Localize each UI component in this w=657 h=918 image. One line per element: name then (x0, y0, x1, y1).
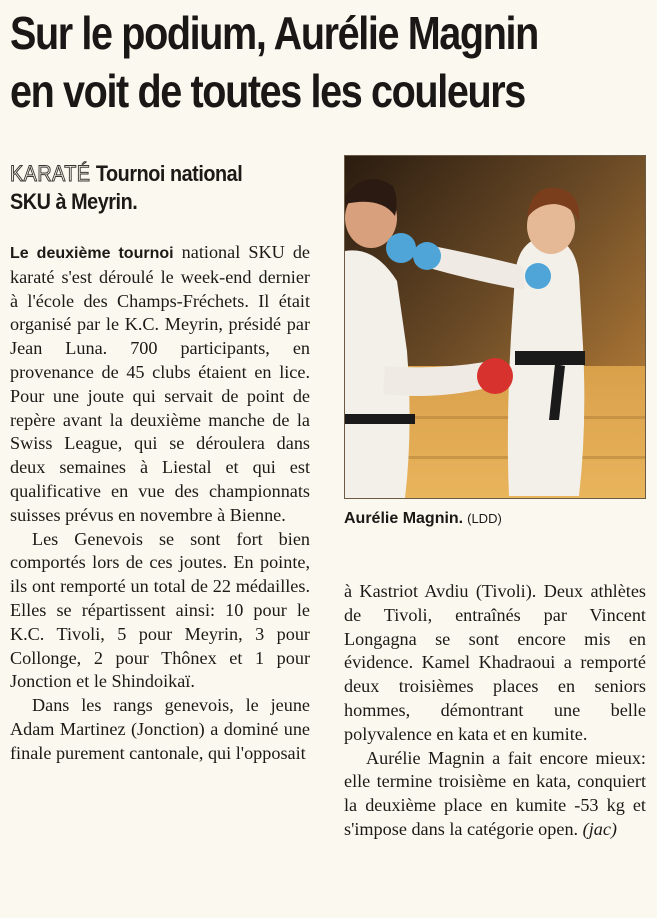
karate-photo (344, 155, 646, 499)
kicker-line-2: SKU à Meyrin. (10, 189, 138, 214)
paragraph-3-continued: à Kastriot Avdiu (Tivoli). Deux athlètes de Tivoli, entraînés par Vincent Longagna se sont encore mis en évidence. Kamel Khadraoui a remporté deux troisièmes places en seniors hommes, démontrant une belle polyvalence en kata et en kumite. (344, 581, 646, 744)
signature: (jac) (582, 818, 617, 839)
paragraph-4-text: Aurélie Magnin a fait encore mieux: elle termine troisième en kata, conquiert la deuxième place en kumite -53 kg et s'impose dans la catégorie open. (344, 747, 646, 839)
article-column-1 (10, 241, 310, 766)
rubric-label: KARATÉ (10, 161, 91, 186)
headline (10, 4, 560, 120)
lead-in: Le deuxième tournoi (10, 245, 174, 262)
headline-line-2: en voit de toutes les couleurs (10, 65, 525, 117)
headline-line-1: Sur le podium, Aurélie Magnin (10, 7, 538, 59)
paragraph-4 (344, 747, 646, 842)
caption-name: Aurélie Magnin. (344, 510, 464, 527)
photo-caption (344, 508, 644, 530)
paragraph-2: Les Genevois se sont fort bien comportés lors de ces joutes. En pointe, ils ont remporté un total de 22 médailles. Elles se répartissent ainsi: 10 pour le K.C. Tivoli, 5 pour Meyrin, 3 pour Collonge, 2 pour Thônex et 1 pour Jonction et le Shindoikaï. (10, 528, 310, 692)
caption-credit: (LDD) (467, 511, 502, 526)
kicker-line-1: Tournoi national (95, 161, 243, 186)
kicker (10, 160, 307, 216)
paragraph-1 (10, 241, 310, 528)
paragraph-1-text: national SKU de karaté s'est déroulé le week-end dernier à l'école des Champs-Fréchets. Il était organisé par le K.C. Meyrin, présidé par Jean Luna. 700 participants, en provenance de 45 clubs étaient en lice. Pour une joute qui servait de point de repère avant la deuxième manche de la Swiss League, qui se déroulera dans deux semaines à Liestal et qui est qualificative en vue des championnats suisses prévus en novembre à Bienne. (10, 242, 311, 525)
karate-photo-illustration (345, 156, 645, 498)
article-column-2 (344, 580, 646, 842)
paragraph-3: Dans les rangs genevois, le jeune Adam Martinez (Jonction) a dominé une finale purement cantonale, qui l'opposait (10, 695, 310, 763)
